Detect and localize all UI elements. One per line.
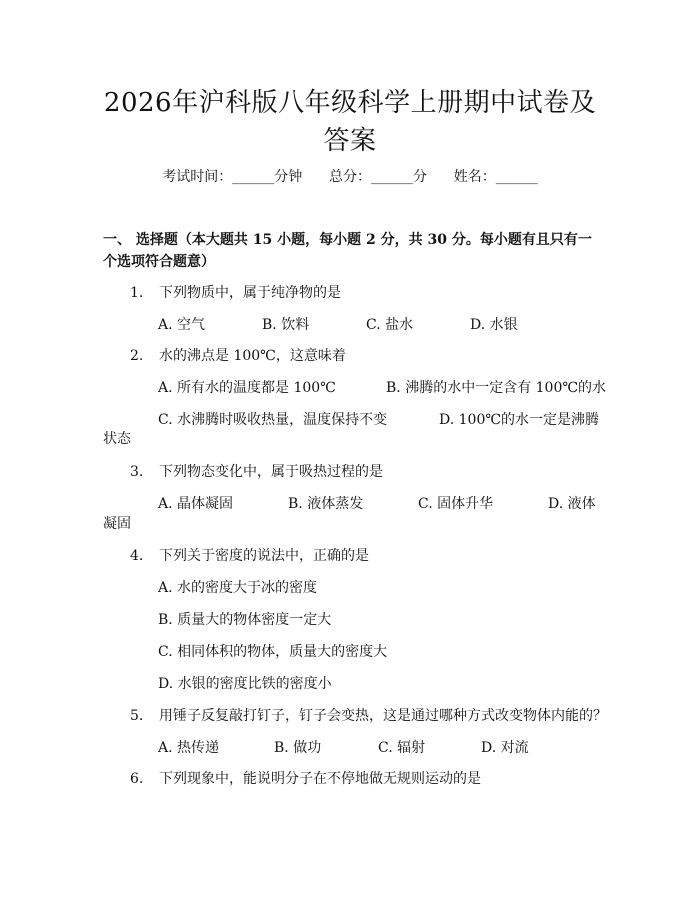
q1-option-b: B. 饮料 [262, 317, 310, 333]
q3-option-d: D. 液体 [548, 496, 596, 512]
question-number: 2. [130, 348, 144, 364]
q2-option-d-wrap: 状态 [103, 431, 131, 447]
time-unit: 分钟 [274, 169, 303, 185]
name-blank: ______ [495, 169, 538, 185]
question-stem: 用锤子反复敲打钉子，钉子会变热，这是通过哪种方式改变物体内能的？ [159, 708, 607, 724]
question-number: 5. [130, 708, 144, 724]
q4-option-b: B. 质量大的物体密度一定大 [158, 612, 332, 628]
q3-option-c: C. 固体升华 [418, 496, 494, 512]
question-number: 1. [130, 285, 144, 301]
q1-option-d: D. 水银 [470, 317, 518, 333]
question-stem: 下列现象中，能说明分子在不停地做无规则运动的是 [159, 771, 481, 787]
question-5 [130, 705, 607, 725]
section-heading: 一、 选择题（本大题共 15 小题，每小题 2 分，共 30 分。每小题有且只有一个选项符合题意） [103, 232, 592, 270]
q4-option-d: D. 水银的密度比铁的密度小 [158, 676, 332, 692]
q3-option-b: B. 液体蒸发 [288, 496, 364, 512]
q3-option-a: A. 晶体凝固 [158, 496, 234, 512]
q2-option-b: B. 沸腾的水中一定含有 100℃的水 [386, 380, 607, 396]
q4-option-c: C. 相同体积的物体，质量大的密度大 [158, 644, 388, 660]
question-3 [130, 461, 383, 481]
question-6 [130, 768, 481, 788]
question-number: 4. [130, 548, 144, 564]
name-label: 姓名： [453, 169, 496, 185]
question-stem: 下列关于密度的说法中，正确的是 [159, 548, 369, 564]
q3-option-d-wrap: 凝固 [103, 516, 131, 532]
score-unit: 分 [413, 169, 427, 185]
time-blank: ______ [232, 169, 275, 185]
q4-option-a: A. 水的密度大于冰的密度 [158, 580, 318, 596]
q5-option-b: B. 做功 [274, 740, 322, 756]
question-1 [130, 282, 341, 302]
question-4 [130, 545, 369, 565]
score-label: 总分： [329, 169, 371, 185]
q2-option-c: C. 水沸腾时吸收热量，温度保持不变 [158, 412, 388, 428]
q2-option-d: D. 100℃的水一定是沸腾 [439, 412, 600, 428]
exam-title: 2026年沪科版八年级科学上册期中试卷及答案 [103, 88, 597, 156]
question-stem: 下列物质中，属于纯净物的是 [159, 285, 341, 301]
question-2 [130, 345, 346, 365]
q5-option-a: A. 热传递 [158, 740, 220, 756]
q1-option-c: C. 盐水 [366, 317, 414, 333]
question-number: 3. [130, 464, 144, 480]
question-stem: 下列物态变化中，属于吸热过程的是 [159, 464, 383, 480]
exam-info-line [0, 166, 700, 186]
q5-option-c: C. 辐射 [378, 740, 426, 756]
question-number: 6. [130, 771, 144, 787]
q1-option-a: A. 空气 [158, 317, 206, 333]
question-stem: 水的沸点是 100℃，这意味着 [159, 348, 346, 364]
q5-option-d: D. 对流 [481, 740, 529, 756]
score-blank: ______ [371, 169, 413, 185]
q2-option-a: A. 所有水的温度都是 100℃ [158, 380, 336, 396]
time-label: 考试时间： [162, 169, 233, 185]
